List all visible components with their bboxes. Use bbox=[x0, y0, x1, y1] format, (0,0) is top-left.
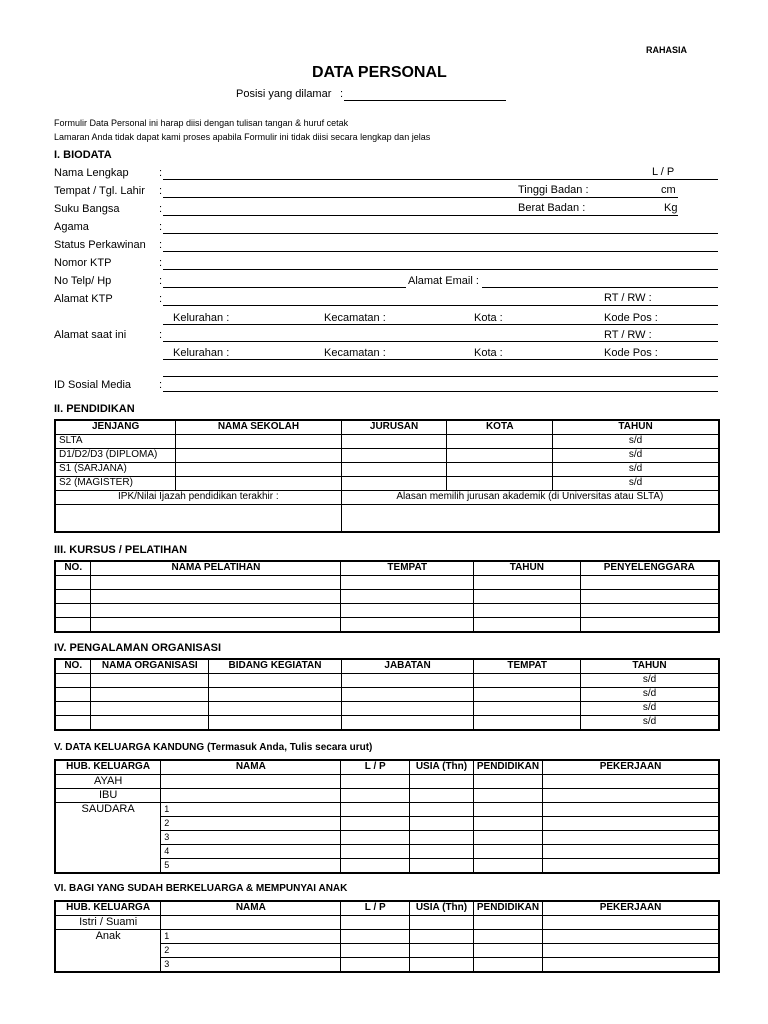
note-1: Formulir Data Personal ini harap diisi dengan tulisan tangan & huruf cetak bbox=[54, 118, 349, 128]
relation-father: AYAH bbox=[55, 775, 161, 789]
table-cell[interactable] bbox=[91, 674, 209, 688]
row-number: 2 bbox=[161, 817, 341, 831]
ethnic-label: Suku Bangsa bbox=[54, 203, 120, 215]
table-row bbox=[55, 561, 719, 576]
table-row bbox=[55, 789, 719, 803]
table-cell[interactable] bbox=[543, 859, 719, 874]
table-cell[interactable] bbox=[161, 789, 341, 803]
table-row bbox=[55, 435, 719, 449]
table-cell[interactable] bbox=[447, 463, 553, 477]
row-number: 3 bbox=[161, 831, 341, 845]
table-row bbox=[55, 916, 719, 930]
courses-header-place: TEMPAT bbox=[341, 561, 474, 576]
table-cell[interactable] bbox=[474, 674, 581, 688]
name-field[interactable] bbox=[163, 179, 718, 180]
email-label: Alamat Email : bbox=[408, 275, 479, 287]
table-cell[interactable] bbox=[474, 618, 581, 633]
section-courses-title: III. KURSUS / PELATIHAN bbox=[54, 544, 188, 556]
table-cell[interactable] bbox=[341, 817, 410, 831]
table-cell[interactable] bbox=[447, 435, 553, 449]
ktp-kodepos-label: Kode Pos : bbox=[604, 312, 658, 324]
table-row bbox=[55, 449, 719, 463]
table-cell[interactable] bbox=[341, 775, 410, 789]
education-header-year: TAHUN bbox=[553, 420, 719, 435]
table-cell[interactable] bbox=[473, 944, 542, 958]
table-cell[interactable] bbox=[543, 831, 719, 845]
table-cell[interactable] bbox=[410, 803, 474, 817]
table-cell[interactable] bbox=[91, 716, 209, 731]
table-cell[interactable] bbox=[341, 958, 410, 973]
table-cell[interactable] bbox=[176, 477, 341, 491]
table-cell[interactable] bbox=[410, 789, 474, 803]
table-cell[interactable] bbox=[55, 590, 91, 604]
table-cell[interactable] bbox=[473, 930, 542, 944]
table-cell[interactable] bbox=[410, 944, 474, 958]
table-row bbox=[55, 716, 719, 731]
table-cell[interactable] bbox=[543, 803, 719, 817]
org-header-field: BIDANG KEGIATAN bbox=[209, 659, 342, 674]
table-cell[interactable] bbox=[447, 477, 553, 491]
gpa-field[interactable] bbox=[55, 505, 341, 533]
ktp-kota-label: Kota : bbox=[474, 312, 503, 324]
education-header-city: KOTA bbox=[447, 420, 553, 435]
courses-header-no: NO. bbox=[55, 561, 91, 576]
courses-header-year: TAHUN bbox=[474, 561, 581, 576]
table-cell[interactable] bbox=[543, 789, 719, 803]
table-cell[interactable] bbox=[341, 859, 410, 874]
table-cell[interactable] bbox=[341, 944, 410, 958]
table-cell[interactable] bbox=[580, 618, 719, 633]
year-range-cell[interactable]: s/d bbox=[581, 716, 720, 731]
table-cell[interactable] bbox=[55, 604, 91, 618]
table-row bbox=[55, 576, 719, 590]
table-row bbox=[55, 477, 719, 491]
social-label: ID Sosial Media bbox=[54, 379, 132, 391]
table-cell[interactable] bbox=[161, 916, 341, 930]
table-row bbox=[55, 420, 719, 435]
courses-header-organizer: PENYELENGGARA bbox=[580, 561, 719, 576]
section-family-title: V. DATA KELUARGA KANDUNG (Termasuk Anda, Tulis secara urut) bbox=[54, 742, 373, 753]
table-cell[interactable] bbox=[176, 449, 341, 463]
table-cell[interactable] bbox=[474, 702, 581, 716]
height-label: Tinggi Badan : bbox=[518, 184, 589, 196]
table-cell[interactable] bbox=[543, 930, 719, 944]
table-cell[interactable] bbox=[410, 831, 474, 845]
table-cell[interactable] bbox=[410, 775, 474, 789]
religion-field[interactable] bbox=[163, 233, 718, 234]
position-field[interactable] bbox=[344, 100, 506, 101]
table-cell[interactable] bbox=[341, 618, 474, 633]
table-cell[interactable] bbox=[473, 845, 542, 859]
marital-colon: : bbox=[159, 239, 163, 251]
org-header-position: JABATAN bbox=[341, 659, 474, 674]
table-cell[interactable] bbox=[341, 789, 410, 803]
relation-child: Anak bbox=[55, 930, 161, 973]
table-row bbox=[55, 674, 719, 688]
marital-label: Status Perkawinan bbox=[54, 239, 146, 251]
table-cell[interactable] bbox=[341, 604, 474, 618]
married-header-relation: HUB. KELUARGA bbox=[55, 901, 161, 916]
table-cell[interactable] bbox=[209, 702, 342, 716]
gpa-label: IPK/Nilai Ijazah pendidikan terakhir : bbox=[55, 491, 341, 505]
table-cell[interactable] bbox=[341, 930, 410, 944]
ktp-no-field[interactable] bbox=[163, 269, 718, 270]
ktp-kecamatan-label: Kecamatan : bbox=[324, 312, 386, 324]
phone-colon: : bbox=[159, 275, 163, 287]
year-range-cell[interactable]: s/d bbox=[553, 435, 719, 449]
table-cell[interactable] bbox=[447, 449, 553, 463]
married-header-education: PENDIDIKAN bbox=[473, 901, 542, 916]
table-cell[interactable] bbox=[474, 688, 581, 702]
table-cell[interactable] bbox=[341, 803, 410, 817]
table-row bbox=[55, 760, 719, 775]
table-cell[interactable] bbox=[341, 688, 474, 702]
table-cell[interactable] bbox=[543, 944, 719, 958]
table-cell[interactable] bbox=[341, 477, 447, 491]
org-header-year: TAHUN bbox=[581, 659, 720, 674]
reason-field[interactable] bbox=[341, 505, 719, 533]
ktp-rtrw-label: RT / RW : bbox=[604, 292, 652, 304]
reason-label: Alasan memilih jurusan akademik (di Universitas atau SLTA) bbox=[341, 491, 719, 505]
family-table bbox=[54, 759, 720, 874]
table-cell[interactable] bbox=[543, 916, 719, 930]
family-header-occupation: PEKERJAAN bbox=[543, 760, 719, 775]
family-header-name: NAMA bbox=[161, 760, 341, 775]
table-row bbox=[55, 618, 719, 633]
table-cell[interactable] bbox=[473, 859, 542, 874]
table-cell[interactable] bbox=[341, 845, 410, 859]
relation-spouse: Istri / Suami bbox=[55, 916, 161, 930]
table-row bbox=[55, 930, 719, 944]
married-header-sex: L / P bbox=[341, 901, 410, 916]
table-cell[interactable] bbox=[543, 845, 719, 859]
education-level: S1 (SARJANA) bbox=[55, 463, 176, 477]
position-colon: : bbox=[340, 88, 344, 100]
birth-colon: : bbox=[159, 185, 163, 197]
row-number: 3 bbox=[161, 958, 341, 973]
table-row bbox=[55, 775, 719, 789]
married-header-age: USIA (Thn) bbox=[410, 901, 474, 916]
org-header-name: NAMA ORGANISASI bbox=[91, 659, 209, 674]
ktp-address-label: Alamat KTP bbox=[54, 293, 113, 305]
current-kecamatan-label: Kecamatan : bbox=[324, 347, 386, 359]
married-table bbox=[54, 900, 720, 973]
education-level: S2 (MAGISTER) bbox=[55, 477, 176, 491]
section-organization-title: IV. PENGALAMAN ORGANISASI bbox=[54, 642, 222, 654]
table-cell[interactable] bbox=[91, 604, 341, 618]
birth-field[interactable] bbox=[163, 197, 678, 198]
phone-label: No Telp/ Hp bbox=[54, 275, 112, 287]
current-kota-label: Kota : bbox=[474, 347, 503, 359]
ktp-no-colon: : bbox=[159, 257, 163, 269]
weight-label: Berat Badan : bbox=[518, 202, 586, 214]
current-address-colon: : bbox=[159, 329, 163, 341]
year-range-cell[interactable]: s/d bbox=[553, 477, 719, 491]
year-range-cell[interactable]: s/d bbox=[581, 674, 720, 688]
table-cell[interactable] bbox=[341, 916, 410, 930]
relation-mother: IBU bbox=[55, 789, 161, 803]
family-header-age: USIA (Thn) bbox=[410, 760, 474, 775]
table-cell[interactable] bbox=[543, 817, 719, 831]
table-row bbox=[55, 659, 719, 674]
confidential-label: RAHASIA bbox=[646, 45, 688, 55]
row-number: 4 bbox=[161, 845, 341, 859]
sex-label: L / P bbox=[652, 166, 675, 178]
education-level: SLTA bbox=[55, 435, 176, 449]
table-cell[interactable] bbox=[341, 674, 474, 688]
page-title: DATA PERSONAL bbox=[312, 64, 447, 81]
table-row bbox=[55, 688, 719, 702]
table-cell[interactable] bbox=[410, 817, 474, 831]
section-biodata-title: I. BIODATA bbox=[54, 149, 112, 161]
current-address-extra-field[interactable] bbox=[163, 376, 718, 377]
section-education-title: II. PENDIDIKAN bbox=[54, 403, 135, 415]
table-cell[interactable] bbox=[473, 958, 542, 973]
ktp-kelurahan-label: Kelurahan : bbox=[173, 312, 230, 324]
table-row bbox=[55, 505, 719, 533]
table-cell[interactable] bbox=[209, 716, 342, 731]
table-cell[interactable] bbox=[55, 716, 91, 731]
organization-table bbox=[54, 658, 720, 731]
table-cell[interactable] bbox=[473, 817, 542, 831]
table-cell[interactable] bbox=[209, 674, 342, 688]
table-cell[interactable] bbox=[91, 688, 209, 702]
year-range-cell[interactable]: s/d bbox=[553, 449, 719, 463]
education-header-school: NAMA SEKOLAH bbox=[176, 420, 341, 435]
table-cell[interactable] bbox=[55, 702, 91, 716]
table-cell[interactable] bbox=[580, 576, 719, 590]
row-number: 1 bbox=[161, 803, 341, 817]
table-cell[interactable] bbox=[91, 618, 341, 633]
table-cell[interactable] bbox=[474, 576, 581, 590]
table-cell[interactable] bbox=[341, 449, 447, 463]
social-colon: : bbox=[159, 379, 163, 391]
table-cell[interactable] bbox=[580, 604, 719, 618]
height-unit: cm bbox=[661, 184, 676, 196]
table-cell[interactable] bbox=[473, 831, 542, 845]
org-header-place: TEMPAT bbox=[474, 659, 581, 674]
table-cell[interactable] bbox=[341, 702, 474, 716]
table-cell[interactable] bbox=[410, 859, 474, 874]
table-row bbox=[55, 491, 719, 505]
table-cell[interactable] bbox=[341, 831, 410, 845]
year-range-cell[interactable]: s/d bbox=[581, 688, 720, 702]
ktp-no-label: Nomor KTP bbox=[54, 257, 112, 269]
table-cell[interactable] bbox=[91, 702, 209, 716]
table-cell[interactable] bbox=[473, 916, 542, 930]
education-header-major: JURUSAN bbox=[341, 420, 447, 435]
ktp-address-detail-field[interactable] bbox=[163, 324, 718, 325]
table-cell[interactable] bbox=[341, 576, 474, 590]
year-range-cell[interactable]: s/d bbox=[581, 702, 720, 716]
courses-header-name: NAMA PELATIHAN bbox=[91, 561, 341, 576]
year-range-cell[interactable]: s/d bbox=[553, 463, 719, 477]
table-cell[interactable] bbox=[341, 590, 474, 604]
religion-colon: : bbox=[159, 221, 163, 233]
ethnic-field[interactable] bbox=[163, 215, 678, 216]
education-table bbox=[54, 419, 720, 533]
education-header-jenjang: JENJANG bbox=[55, 420, 176, 435]
table-cell[interactable] bbox=[543, 775, 719, 789]
table-cell[interactable] bbox=[473, 789, 542, 803]
current-kodepos-label: Kode Pos : bbox=[604, 347, 658, 359]
married-header-occupation: PEKERJAAN bbox=[543, 901, 719, 916]
table-cell[interactable] bbox=[410, 930, 474, 944]
table-cell[interactable] bbox=[209, 688, 342, 702]
table-cell[interactable] bbox=[161, 775, 341, 789]
ethnic-colon: : bbox=[159, 203, 163, 215]
table-cell[interactable] bbox=[341, 463, 447, 477]
marital-field[interactable] bbox=[163, 251, 718, 252]
family-header-sex: L / P bbox=[341, 760, 410, 775]
family-header-education: PENDIDIKAN bbox=[473, 760, 542, 775]
table-cell[interactable] bbox=[580, 590, 719, 604]
table-cell[interactable] bbox=[176, 435, 341, 449]
current-address-detail-field[interactable] bbox=[163, 359, 718, 360]
name-label: Nama Lengkap bbox=[54, 167, 129, 179]
current-address-label: Alamat saat ini bbox=[54, 329, 127, 341]
position-label: Posisi yang dilamar bbox=[236, 88, 332, 100]
family-header-relation: HUB. KELUARGA bbox=[55, 760, 161, 775]
row-number: 5 bbox=[161, 859, 341, 874]
table-cell[interactable] bbox=[55, 674, 91, 688]
section-married-title: VI. BAGI YANG SUDAH BERKELUARGA & MEMPUNYAI ANAK bbox=[54, 883, 348, 894]
relation-sibling: SAUDARA bbox=[55, 803, 161, 874]
current-kelurahan-label: Kelurahan : bbox=[173, 347, 230, 359]
table-row bbox=[55, 702, 719, 716]
table-row bbox=[55, 463, 719, 477]
table-cell[interactable] bbox=[473, 775, 542, 789]
current-rtrw-label: RT / RW : bbox=[604, 329, 652, 341]
table-cell[interactable] bbox=[55, 618, 91, 633]
table-row bbox=[55, 604, 719, 618]
phone-field[interactable] bbox=[163, 287, 406, 288]
table-cell[interactable] bbox=[410, 845, 474, 859]
current-address-field[interactable] bbox=[163, 341, 718, 342]
table-cell[interactable] bbox=[91, 590, 341, 604]
social-field[interactable] bbox=[163, 391, 718, 392]
email-field[interactable] bbox=[482, 287, 718, 288]
org-header-no: NO. bbox=[55, 659, 91, 674]
table-row bbox=[55, 803, 719, 817]
table-cell[interactable] bbox=[410, 958, 474, 973]
birth-label: Tempat / Tgl. Lahir bbox=[54, 185, 145, 197]
table-cell[interactable] bbox=[474, 590, 581, 604]
table-cell[interactable] bbox=[474, 716, 581, 731]
ktp-address-field[interactable] bbox=[163, 305, 718, 306]
ktp-address-colon: : bbox=[159, 293, 163, 305]
courses-table bbox=[54, 560, 720, 633]
table-cell[interactable] bbox=[176, 463, 341, 477]
table-row bbox=[55, 590, 719, 604]
table-cell[interactable] bbox=[474, 604, 581, 618]
table-cell[interactable] bbox=[473, 803, 542, 817]
note-2: Lamaran Anda tidak dapat kami proses apabila Formulir ini tidak diisi secara lengkap dan jelas bbox=[54, 132, 431, 142]
row-number: 2 bbox=[161, 944, 341, 958]
table-cell[interactable] bbox=[410, 916, 474, 930]
table-cell[interactable] bbox=[341, 716, 474, 731]
row-number: 1 bbox=[161, 930, 341, 944]
education-level: D1/D2/D3 (DIPLOMA) bbox=[55, 449, 176, 463]
table-cell[interactable] bbox=[543, 958, 719, 973]
married-header-name: NAMA bbox=[161, 901, 341, 916]
religion-label: Agama bbox=[54, 221, 89, 233]
weight-unit: Kg bbox=[664, 202, 678, 214]
table-row bbox=[55, 901, 719, 916]
name-colon: : bbox=[159, 167, 163, 179]
table-cell[interactable] bbox=[91, 576, 341, 590]
table-cell[interactable] bbox=[55, 576, 91, 590]
table-cell[interactable] bbox=[55, 688, 91, 702]
table-cell[interactable] bbox=[341, 435, 447, 449]
